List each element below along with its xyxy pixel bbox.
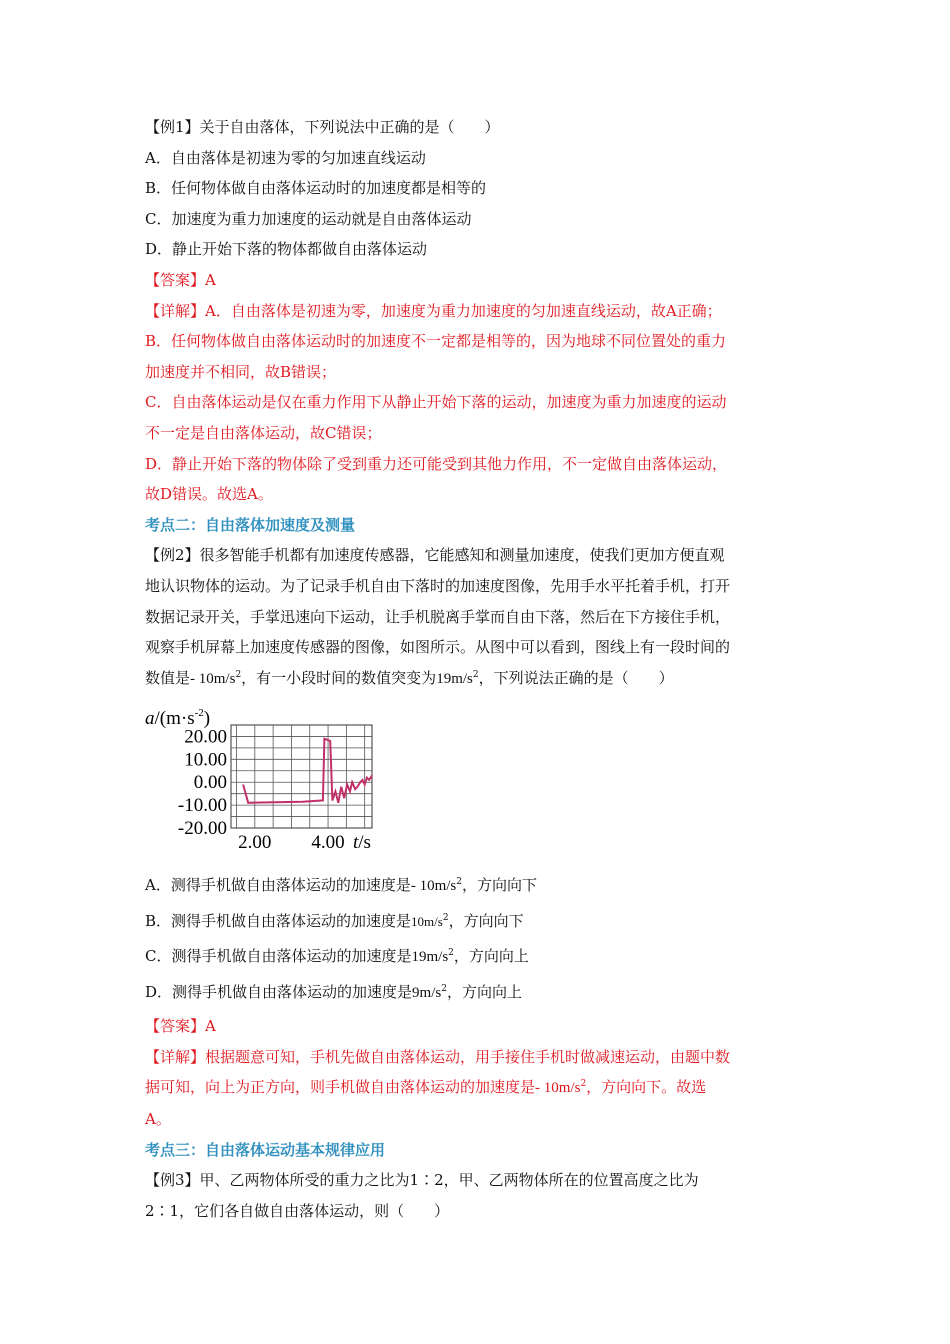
example2-value-1-exp: 2 [235, 669, 242, 680]
chart-ytick-label: -20.00 [177, 818, 227, 840]
chart-xtick-label: 2.00 [238, 832, 272, 854]
example3-line-2: 2∶1，它们各自做自由落体运动，则（ ） [145, 1201, 450, 1220]
option-d-direction: ，方向向上 [446, 983, 522, 1002]
example1-explain-3: 加速度并不相同，故B错误； [145, 362, 337, 381]
example1-explain-6: D．静止开始下落的物体除了受到重力还可能受到其他力作用，不一定做自由落体运动， [145, 454, 728, 473]
acceleration-chart [145, 700, 805, 860]
document-page [145, 112, 805, 1226]
example1-explain-1: 【详解】A．自由落体是初速为零，加速度为重力加速度的匀加速直线运动，故A正确； [145, 301, 722, 320]
example2-answer: 【答案】A [145, 1017, 216, 1036]
example2-option-b [145, 904, 805, 939]
example2-text-b: ，有一小段时间的数值突变为 [241, 668, 437, 687]
example2-explain-text: 据可知，向上为正方向，则手机做自由落体运动的加速度是 [145, 1078, 536, 1097]
example2-explain-value: - 10m/s [535, 1080, 581, 1097]
example1-explain-5: 不一定是自由落体运动，故C错误； [145, 423, 382, 442]
example1-explain-7: 故D错误。故选A。 [145, 485, 273, 504]
example2-value-1: - 10m/s [190, 670, 236, 687]
option-b-exp: 2 [442, 913, 449, 924]
example2-line-2: 地认识物体的运动。为了记录手机自由下落时的加速度图像，先用手水平托着手机，打开 [145, 576, 731, 595]
example1-option-c: C．加速度为重力加速度的运动就是自由落体运动 [145, 209, 472, 228]
option-c-value: 19m/s [411, 949, 449, 966]
option-a-exp: 2 [456, 877, 462, 888]
example2-explain-3: A。 [145, 1110, 171, 1129]
option-a-value: - 10m/s [410, 878, 457, 895]
example2-line-5 [145, 663, 805, 695]
chart-ytick-label: 0.00 [193, 772, 227, 794]
example2-option-d [145, 975, 805, 1011]
example1-option-a: A．自由落体是初速为零的匀加速直线运动 [145, 148, 426, 167]
option-b-value: 10m/s [411, 914, 443, 930]
option-a-text: A．测得手机做自由落体运动的加速度是 [145, 876, 411, 895]
example2-explain-1: 【详解】根据题意可知，手机先做自由落体运动，用手接住手机时做减速运动，由题中数 [145, 1047, 731, 1066]
option-a-direction: ，方向向下 [462, 876, 538, 895]
example1-option-b: B．任何物体做自由落体运动时的加速度都是相等的 [145, 179, 487, 198]
example2-line-4: 观察手机屏幕上加速度传感器的图像，如图所示。从图中可以看到，图线上有一段时间的 [145, 638, 731, 657]
chart-ytick-label: 20.00 [184, 726, 227, 748]
chart-xtick-label: 4.00 [311, 832, 345, 854]
chart-ytick-label: -10.00 [177, 795, 227, 817]
chart-xlabel: t/s [353, 832, 371, 854]
example2-text-c: ，下列说法正确的是（ ） [478, 668, 674, 687]
option-c-exp: 2 [448, 948, 454, 959]
example2-line-1: 【例2】很多智能手机都有加速度传感器，它能感知和测量加速度，使我们更加方便直观 [145, 546, 725, 565]
example1-explain-4: C．自由落体运动是仅在重力作用下从静止开始下落的运动，加速度为重力加速度的运动 [145, 393, 727, 412]
option-d-text: D．测得手机做自由落体运动的加速度是 [145, 983, 413, 1002]
chart-frame [231, 725, 372, 828]
option-d-exp: 2 [441, 984, 447, 995]
example1-option-d: D．静止开始下落的物体都做自由落体运动 [145, 240, 428, 259]
example2-explain-direction: ，方向向下。故选 [586, 1078, 707, 1097]
example2-text-a: 数值是 [145, 668, 191, 687]
example1-explain-2: B．任何物体做自由落体运动时的加速度不一定都是相等的，因为地球不同位置处的重力 [145, 332, 727, 351]
option-c-text: C．测得手机做自由落体运动的加速度是 [145, 947, 412, 966]
chart-ylabel: $a/(m\cdot s^{-2})$ [145, 707, 211, 730]
example2-option-a [145, 868, 805, 904]
option-d-value: 9m/s [412, 985, 442, 1002]
example3-line-1: 【例3】甲、乙两物体所受的重力之比为1∶2，甲、乙两物体所在的位置高度之比为 [145, 1171, 699, 1190]
example2-line-3: 数据记录开关，手掌迅速向下运动，让手机脱离手掌而自由下落，然后在下方接住手机， [145, 607, 731, 626]
example2-value-2-exp: 2 [472, 669, 479, 680]
option-c-direction: ，方向向上 [453, 947, 529, 966]
chart-ytick-label: 10.00 [184, 749, 227, 771]
acceleration-chart-svg [145, 700, 385, 860]
example2-value-2: 19m/s [436, 670, 473, 687]
section2-heading: 考点二：自由落体加速度及测量 [145, 515, 356, 534]
section3-heading: 考点三：自由落体运动基本规律应用 [145, 1140, 386, 1159]
example2-explain-exp: 2 [580, 1079, 587, 1090]
option-b-text: B．测得手机做自由落体运动的加速度是 [145, 912, 412, 931]
example2-option-c [145, 939, 805, 975]
example1-question: 【例1】关于自由落体，下列说法中正确的是（ ） [145, 118, 500, 136]
option-b-direction: ，方向向下 [448, 912, 524, 931]
example1-answer: 【答案】A [145, 270, 216, 289]
example2-explain-2 [145, 1072, 805, 1104]
